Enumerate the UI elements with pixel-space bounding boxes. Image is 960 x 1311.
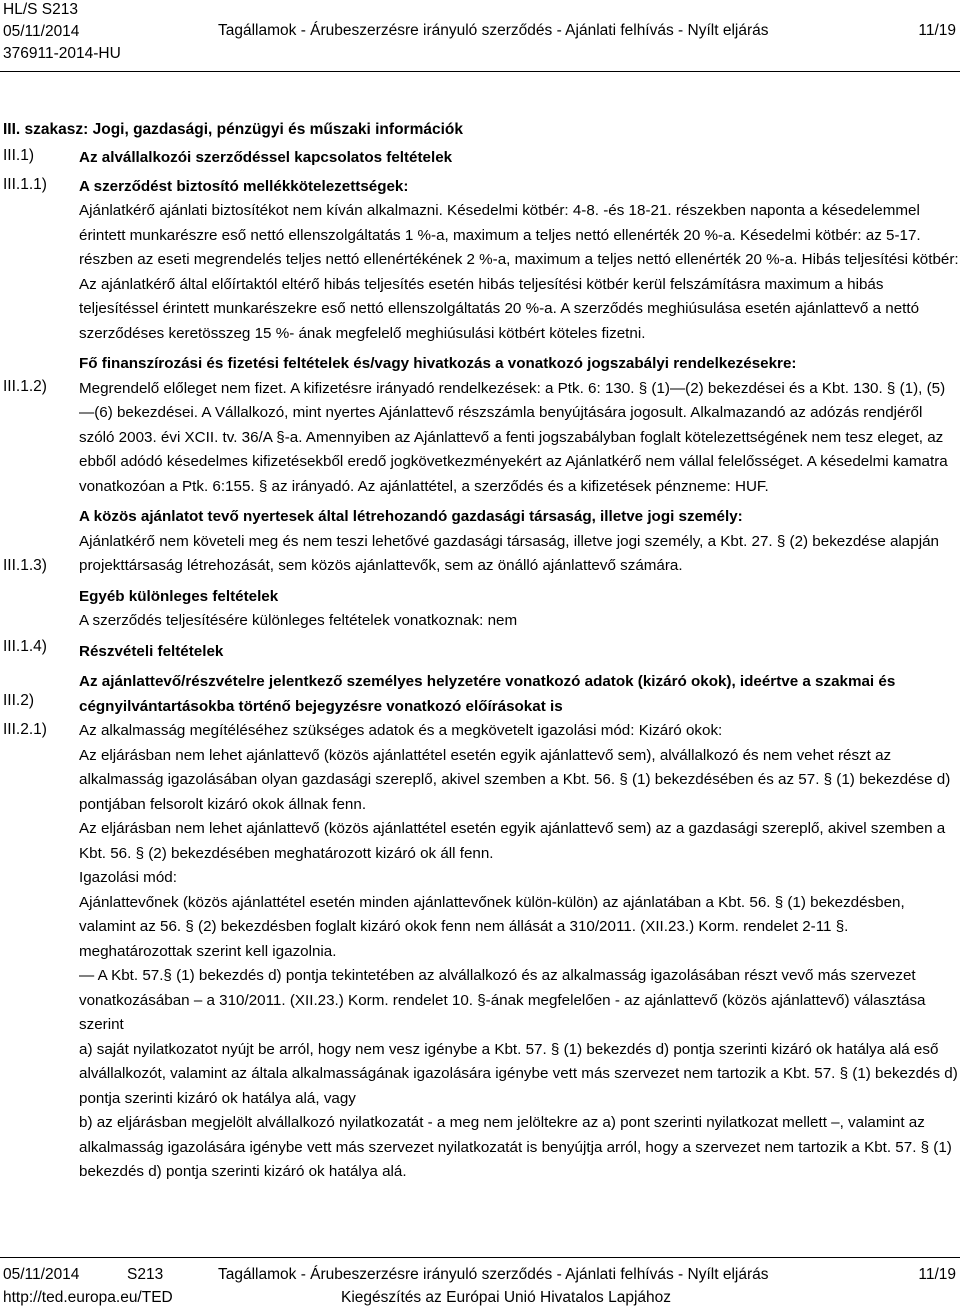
- heading-iii-1-3: A közös ajánlatot tevő nyertesek által létrehozandó gazdasági társaság, illetve jogi személy:: [79, 508, 743, 525]
- section-number: III.2.1): [3, 721, 47, 738]
- heading-iii-1-1: A szerződést biztosító mellékkötelezettségek:: [79, 177, 409, 195]
- paragraph: Igazolási mód:: [79, 869, 177, 886]
- paragraph-iii-1-1: Ajánlatkérő ajánlati biztosítékot nem kíván alkalmazni. Késedelmi kötbér: 4-8. -és 18-21. részekben naponta a késedelemmel érintett munkarészre eső nettó ellenszolgáltatás 1 %-a, maximum a teljes nettó ellenérték 20 %-a. Késedelmi kötbér: az 5-17. részben az eseti megrendelés teljes nettó ellenértékének 2 %-a, maximum a teljes nettó ellenérték 20 %-a. Hibás teljesítési kötbér: Az ajánlatkérő által előírtaktól eltérő hibás teljesítés esetén hibás teljesítési kötbér kerül felszámításra maximum a hibás teljesítéssel érintett munkarészekre eső nettó ellenszolgáltatás 20 %-a. A szerződés meghiúsulása esetén ajánlattevő a nettó szerződéses keretösszeg 15 %- ának megfelelő meghiúsulási kötbért köteles fizetni.: [79, 202, 959, 342]
- paragraph: Az eljárásban nem lehet ajánlattevő (közös ajánlattétel esetén egyik ajánlattevő sem), alvállalkozó és nem vehet részt az alkalmasság igazolásában olyan gazdasági szereplő, akivel szemben a Kbt. 56. § (1) bekezdésében és az 57. § (1) bekezdése d) pontjában felsorolt kizáró okok állnak fenn.: [79, 746, 951, 813]
- footer-rule: [0, 1257, 960, 1258]
- heading-iii-1: Az alvállalkozói szerződéssel kapcsolatos feltételek: [79, 149, 453, 166]
- header-date: 05/11/2014: [3, 23, 80, 40]
- footer-publisher: Kiegészítés az Európai Unió Hivatalos Lapjához: [341, 1289, 671, 1306]
- heading-iii-1-2: Fő finanszírozási és fizetési feltételek és/vagy hivatkozás a vonatkozó jogszabályi rendelkezésekre:: [79, 355, 797, 372]
- heading-iii-1-4: Egyéb különleges feltételek: [79, 587, 279, 605]
- paragraph-iii-1-3: Ajánlatkérő nem követeli meg és nem teszi lehetővé gazdasági társaság, illetve jogi személy, a Kbt. 27. § (2) bekezdése alapján projekttársaság létrehozását, sem közös ajánlattevők, sem az önálló ajánlattevő számára.: [79, 532, 939, 574]
- header-ref: 376911-2014-HU: [3, 45, 121, 62]
- section-number: III.1): [3, 147, 35, 164]
- section-number: III.1.1): [3, 176, 47, 193]
- section-number: III.1.3): [3, 557, 47, 574]
- paragraph: — A Kbt. 57.§ (1) bekezdés d) pontja tekintetében az alvállalkozó és az alkalmasság igazolásában részt vevő más szervezet vonatkozásában – a 310/2011. (XII.23.) Korm. rendelet 10. §-ának megfelelően - az ajánlattevő (közös ajánlattevő) választása szerint: [79, 967, 926, 1033]
- footer-title: Tagállamok - Árubeszerzésre irányuló szerződés - Ajánlati felhívás - Nyílt eljárás: [218, 1266, 769, 1283]
- footer-page-number: 11/19: [918, 1266, 956, 1283]
- paragraph: Az eljárásban nem lehet ajánlattevő (közös ajánlattétel esetén egyik ajánlattevő sem) az a gazdasági szereplő, akivel szemben a Kbt. 56. § (2) bekezdésében meghatározott kizáró ok áll fenn.: [79, 820, 946, 862]
- paragraph: a) saját nyilatkozatot nyújt be arról, hogy nem vesz igénybe a Kbt. 57. § (1) bekezdés d) pontja szerinti kizáró ok hatálya alá eső alvállalkozót, valamint az általa alkalmasságának igazolására igénybe vett más szervezet nem tartozik a Kbt. 57. § (1) bekezdés d) pontja szerinti kizáró ok hatálya alá, vagy: [79, 1040, 958, 1107]
- header-page-number: 11/19: [918, 22, 956, 39]
- heading-iii-2-1: Az ajánlattevő/részvételre jelentkező személyes helyzetére vonatkozó adatok (kizáró okok), ideértve a szakmai és cégnyilvántartásokba történő bejegyzésre vonatkozó előírásokat is: [79, 673, 896, 715]
- document-body: [79, 146, 959, 1185]
- heading-iii-2: Részvételi feltételek: [79, 642, 224, 660]
- paragraph: b) az eljárásban megjelölt alvállalkozó nyilatkozatát - a meg nem jelöltekre az a) pont szerinti nyilatkozat mellett –, valamint az alkalmasság igazolására igénybe vett más szervezet nyilatkozatát is benyújtja arról, hogy a szervezet nem tartozik a Kbt. 57. § (1) bekezdés d) pontja szerinti kizáró ok hatálya alá.: [79, 1114, 952, 1180]
- footer-url-link[interactable]: http://ted.europa.eu/TED: [3, 1289, 173, 1306]
- section-title: III. szakasz: Jogi, gazdasági, pénzügyi és műszaki információk: [3, 121, 463, 138]
- page-footer: [0, 1262, 960, 1311]
- header-rule: [0, 71, 960, 72]
- footer-date: 05/11/2014: [3, 1266, 80, 1283]
- paragraph: Ajánlattevőnek (közös ajánlattétel esetén minden ajánlattevőnek külön-külön) az ajánlatában a Kbt. 56. § (1) bekezdésben, valamint az 56. § (2) bekezdésben foglalt kizáró okok fenn nem állását a 310/2011. (XII.23.) Korm. rendelet 2-11 §. meghatározottak szerint kell igazolnia.: [79, 893, 905, 960]
- paragraph-iii-1-2: Megrendelő előleget nem fizet. A kifizetésre irányadó rendelkezések: a Ptk. 6: 130. § (1)—(2) bekezdései és a Kbt. 130. § (1), (5)—(6) bekezdései. A Vállalkozó, mint nyertes Ajánlattevő részszámla benyújtására jogosult. Alkalmazandó az adózás rendjéről szóló 2003. évi XCII. tv. 36/A §-a. Amennyiben az Ajánlattevő a fenti jogszabályban foglalt kötelezettségének nem tesz eleget, az ebből adódó késedelmes kifizetésekből eredő jogkövetkezményekért az Ajánlatkérő nem vállal felelősséget. A késedelmi kamatra vonatkozóan a Ptk. 6:155. § az irányadó. Az ajánlattétel, a szerződés és a kifizetések pénzneme: HUF.: [79, 379, 948, 495]
- section-number: III.2): [3, 692, 35, 709]
- paragraph-iii-1-4: A szerződés teljesítésére különleges feltételek vonatkoznak: nem: [79, 612, 518, 629]
- section-number: III.1.2): [3, 378, 47, 395]
- paragraph: Az alkalmasság megítéléséhez szükséges adatok és a megkövetelt igazolási mód: Kizáró okok:: [79, 722, 723, 739]
- header-title: Tagállamok - Árubeszerzésre irányuló szerződés - Ajánlati felhívás - Nyílt eljárás: [218, 22, 769, 39]
- page-header: [0, 0, 960, 80]
- section-number: III.1.4): [3, 638, 47, 655]
- footer-code: S213: [127, 1266, 164, 1283]
- header-code: HL/S S213: [3, 1, 78, 18]
